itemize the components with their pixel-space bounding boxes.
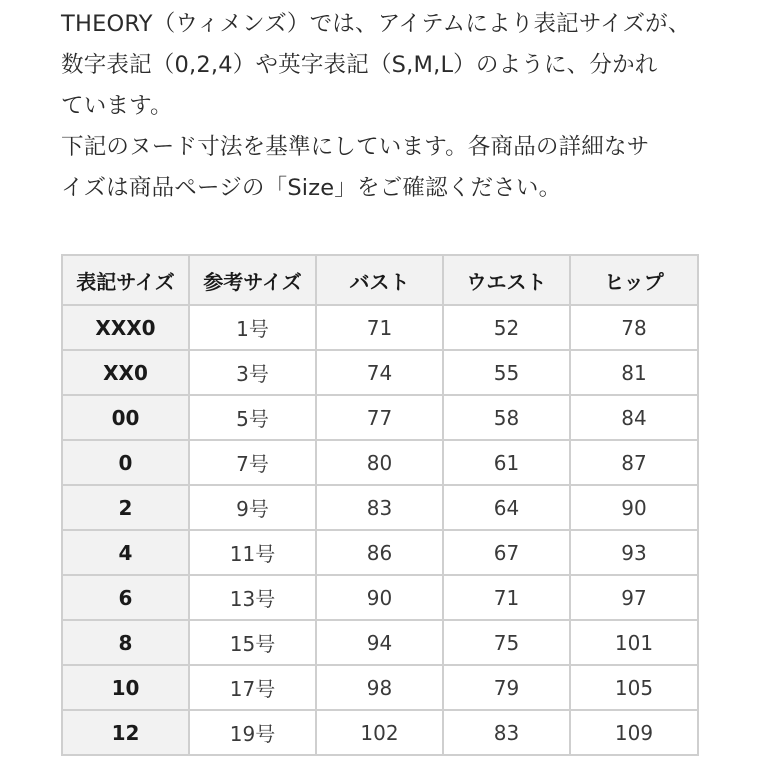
cell-hip: 105	[570, 665, 698, 710]
cell-reference-size: 7号	[189, 440, 316, 485]
cell-reference-size: 13号	[189, 575, 316, 620]
cell-label-size: XX0	[62, 350, 189, 395]
cell-waist: 67	[443, 530, 570, 575]
header-row	[62, 255, 698, 305]
header-bust: バスト	[316, 255, 443, 305]
table-row	[62, 710, 698, 755]
cell-bust: 94	[316, 620, 443, 665]
cell-bust: 90	[316, 575, 443, 620]
cell-reference-size: 11号	[189, 530, 316, 575]
cell-reference-size: 1号	[189, 305, 316, 350]
cell-waist: 58	[443, 395, 570, 440]
cell-label-size: 2	[62, 485, 189, 530]
cell-hip: 84	[570, 395, 698, 440]
cell-hip: 87	[570, 440, 698, 485]
table-row	[62, 395, 698, 440]
cell-bust: 83	[316, 485, 443, 530]
cell-waist: 55	[443, 350, 570, 395]
cell-hip: 97	[570, 575, 698, 620]
header-label-size: 表記サイズ	[62, 255, 189, 305]
cell-label-size: XXX0	[62, 305, 189, 350]
cell-bust: 86	[316, 530, 443, 575]
cell-reference-size: 17号	[189, 665, 316, 710]
cell-bust: 80	[316, 440, 443, 485]
table-row	[62, 530, 698, 575]
table-row	[62, 440, 698, 485]
table-row	[62, 575, 698, 620]
cell-label-size: 12	[62, 710, 189, 755]
cell-hip: 78	[570, 305, 698, 350]
cell-reference-size: 9号	[189, 485, 316, 530]
size-chart-body	[62, 305, 698, 755]
cell-label-size: 00	[62, 395, 189, 440]
cell-bust: 77	[316, 395, 443, 440]
cell-waist: 79	[443, 665, 570, 710]
table-row	[62, 350, 698, 395]
table-row	[62, 665, 698, 710]
header-waist: ウエスト	[443, 255, 570, 305]
cell-label-size: 8	[62, 620, 189, 665]
cell-bust: 74	[316, 350, 443, 395]
header-hip: ヒップ	[570, 255, 698, 305]
header-reference-size: 参考サイズ	[189, 255, 316, 305]
cell-reference-size: 15号	[189, 620, 316, 665]
cell-waist: 71	[443, 575, 570, 620]
cell-hip: 81	[570, 350, 698, 395]
cell-hip: 90	[570, 485, 698, 530]
cell-reference-size: 5号	[189, 395, 316, 440]
table-row	[62, 305, 698, 350]
cell-reference-size: 3号	[189, 350, 316, 395]
cell-hip: 93	[570, 530, 698, 575]
table-row	[62, 620, 698, 665]
cell-bust: 102	[316, 710, 443, 755]
cell-waist: 64	[443, 485, 570, 530]
cell-label-size: 0	[62, 440, 189, 485]
cell-label-size: 4	[62, 530, 189, 575]
intro-text	[61, 4, 741, 209]
size-chart-header	[62, 255, 698, 305]
cell-hip: 109	[570, 710, 698, 755]
cell-bust: 98	[316, 665, 443, 710]
cell-label-size: 10	[62, 665, 189, 710]
table-row	[62, 485, 698, 530]
size-chart-table	[61, 254, 699, 756]
cell-reference-size: 19号	[189, 710, 316, 755]
intro-paragraph-size-notation: THEORY（ウィメンズ）では、アイテムにより表記サイズが、 数字表記（0,2,4）や英字表記（S,M,L）のように、分かれ ています。	[61, 11, 691, 119]
cell-waist: 75	[443, 620, 570, 665]
cell-waist: 61	[443, 440, 570, 485]
cell-hip: 101	[570, 620, 698, 665]
cell-waist: 52	[443, 305, 570, 350]
cell-bust: 71	[316, 305, 443, 350]
intro-paragraph-nude-measurements: 下記のヌード寸法を基準にしています。各商品の詳細なサ イズは商品ページの「Size」をご確認ください。	[61, 134, 650, 201]
cell-label-size: 6	[62, 575, 189, 620]
cell-waist: 83	[443, 710, 570, 755]
